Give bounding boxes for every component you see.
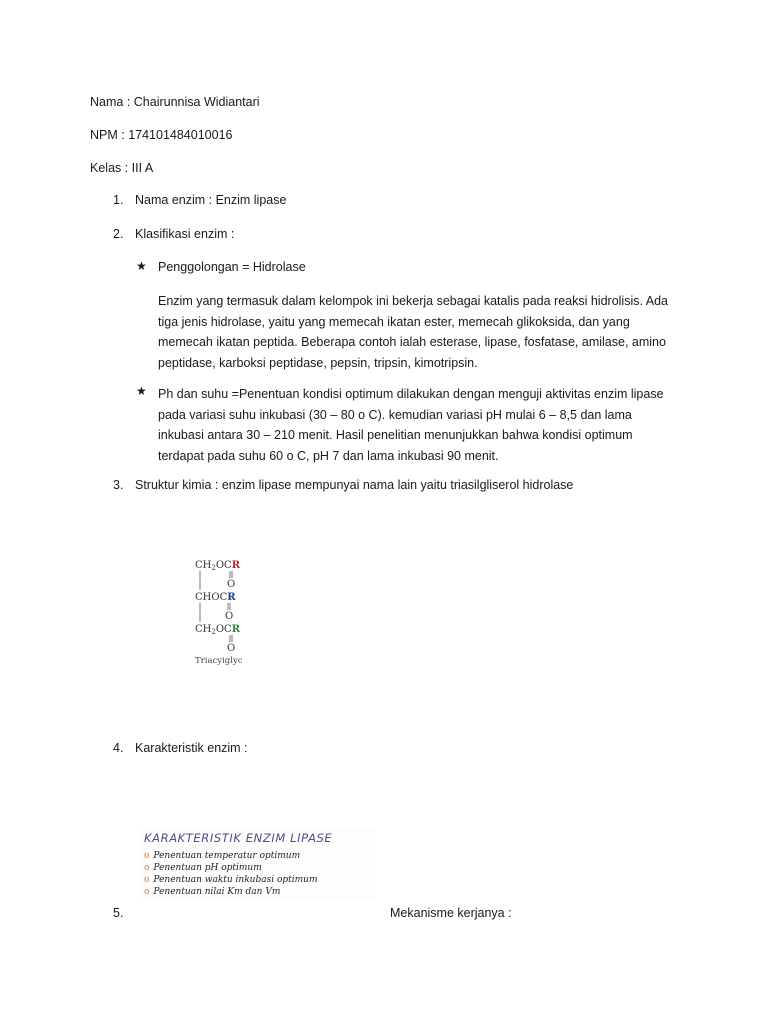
struct-row-3: $CH_2OCR$ xyxy=(195,624,241,636)
item-2-number: 2. xyxy=(113,227,124,241)
bullet-1-title: Penggolongan = Hidrolase xyxy=(158,260,306,274)
bullet-2-body: Ph dan suhu =Penentuan kondisi optimum dilakukan dengan menguji aktivitas enzim lipase pada variasi suhu inkubasi (30 – 80 o C). kemudian variasi pH mulai 6 – 8,5 dan lama inkubasi antara 30 – 210 menit. Hasil penelitian menunjukkan bahwa kondisi optimum terdapat pada suhu 60 o C, pH 7 dan lama inkubasi 90 menit. xyxy=(158,387,664,463)
circle-bullet-icon: o xyxy=(144,863,150,873)
bullet-1-body: Enzim yang termasuk dalam kelompok ini bekerja sebagai katalis pada reaksi hidrolisis. Ada tiga jenis hidrolase, yaitu yang memecah ikatan ester, memecah glikoksida, dan yang memecah ikatan peptida. Beberapa contoh ialah esterase, lipase, fosfatase, amilase, amino peptidase, karboksi peptidase, pepsin, tripsin, kimotripsin. xyxy=(158,294,668,370)
struct-row-2: CHOCR xyxy=(195,592,236,603)
item-3-number: 3. xyxy=(113,478,124,492)
student-class: Kelas : III A xyxy=(90,161,154,175)
struct-oxygen-3: O xyxy=(227,643,236,654)
karakteristik-item: o Penentuan nilai Km dan Vm xyxy=(144,887,281,897)
star-bullet-icon: ★ xyxy=(136,384,147,398)
karakteristik-title: KARAKTERISTIK ENZIM LIPASE xyxy=(144,831,333,845)
struct-oxygen-1: O xyxy=(227,579,236,590)
struct-caption: Triacyiglyc xyxy=(195,656,243,666)
item-1-number: 1. xyxy=(113,193,124,207)
item-4-number: 4. xyxy=(113,741,124,755)
item-5-text: Mekanisme kerjanya : xyxy=(390,906,512,920)
struct-row-1: $CH_2OCR$ xyxy=(195,560,241,572)
karakteristik-item: o Penentuan waktu inkubasi optimum xyxy=(144,875,318,885)
student-name: Nama : Chairunnisa Widiantari xyxy=(90,95,260,109)
triacylglycerol-structure-figure xyxy=(190,556,280,668)
item-1-text: Nama enzim : Enzim lipase xyxy=(135,193,287,207)
item-2-text: Klasifikasi enzim : xyxy=(135,227,235,241)
item-5-number: 5. xyxy=(113,906,124,920)
item-3-text: Struktur kimia : enzim lipase mempunyai nama lain yaitu triasilgliserol hidrolase xyxy=(135,478,574,492)
star-bullet-icon: ★ xyxy=(136,259,147,273)
struct-oxygen-2: O xyxy=(225,611,234,622)
student-npm: NPM : 174101484010016 xyxy=(90,128,233,142)
circle-bullet-icon: o xyxy=(144,875,150,885)
karakteristik-figure xyxy=(140,828,376,900)
karakteristik-item: o Penentuan pH optimum xyxy=(144,863,262,873)
karakteristik-item: o Penentuan temperatur optimum xyxy=(144,851,301,861)
item-4-text: Karakteristik enzim : xyxy=(135,741,248,755)
circle-bullet-icon: o xyxy=(144,887,150,897)
circle-bullet-icon: o xyxy=(144,851,150,861)
